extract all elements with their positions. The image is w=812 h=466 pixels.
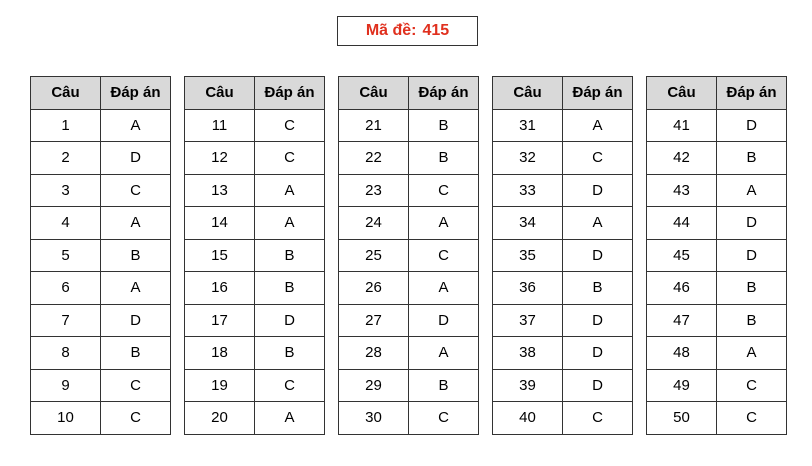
question-number: 50 — [647, 402, 717, 435]
answer-letter: C — [409, 402, 479, 435]
table-row — [647, 142, 787, 175]
question-number: 4 — [31, 207, 101, 240]
answer-letter: B — [255, 272, 325, 305]
answer-letter: A — [409, 207, 479, 240]
question-number: 40 — [493, 402, 563, 435]
question-number: 11 — [185, 109, 255, 142]
table-row — [185, 369, 325, 402]
table-row — [493, 239, 633, 272]
table-row — [31, 109, 171, 142]
question-number: 14 — [185, 207, 255, 240]
table-row — [339, 369, 479, 402]
table-row — [647, 174, 787, 207]
question-number: 9 — [31, 369, 101, 402]
question-header: Câu — [493, 77, 563, 110]
question-header: Câu — [31, 77, 101, 110]
table-row — [31, 402, 171, 435]
table-row — [31, 207, 171, 240]
table-row — [185, 239, 325, 272]
table-row — [185, 109, 325, 142]
question-header: Câu — [339, 77, 409, 110]
answer-letter: D — [101, 304, 171, 337]
table-row — [647, 272, 787, 305]
answer-letter: B — [563, 272, 633, 305]
answer-letter: C — [563, 142, 633, 175]
question-number: 12 — [185, 142, 255, 175]
answer-table — [184, 76, 325, 435]
table-row — [31, 142, 171, 175]
answer-letter: D — [563, 304, 633, 337]
answer-letter: B — [255, 239, 325, 272]
question-header: Câu — [185, 77, 255, 110]
question-number: 37 — [493, 304, 563, 337]
answer-letter: B — [255, 337, 325, 370]
question-number: 1 — [31, 109, 101, 142]
table-row — [185, 304, 325, 337]
answer-letter: B — [101, 239, 171, 272]
table-row — [31, 337, 171, 370]
question-number: 27 — [339, 304, 409, 337]
answer-letter: A — [101, 272, 171, 305]
table-row — [493, 402, 633, 435]
exam-code-value: 415 — [422, 22, 450, 39]
answer-letter: A — [409, 337, 479, 370]
question-number: 24 — [339, 207, 409, 240]
table-row — [339, 272, 479, 305]
header-row — [185, 77, 325, 110]
question-number: 29 — [339, 369, 409, 402]
table-row — [31, 174, 171, 207]
answer-letter: A — [255, 207, 325, 240]
answer-letter: D — [563, 369, 633, 402]
table-row — [31, 369, 171, 402]
question-number: 41 — [647, 109, 717, 142]
question-number: 43 — [647, 174, 717, 207]
table-row — [31, 304, 171, 337]
table-row — [647, 337, 787, 370]
question-number: 36 — [493, 272, 563, 305]
answer-header: Đáp án — [409, 77, 479, 110]
answer-letter: A — [563, 207, 633, 240]
question-number: 22 — [339, 142, 409, 175]
answer-letter: D — [409, 304, 479, 337]
question-number: 13 — [185, 174, 255, 207]
answer-letter: C — [255, 142, 325, 175]
question-number: 15 — [185, 239, 255, 272]
table-row — [339, 239, 479, 272]
answer-letter: D — [717, 207, 787, 240]
answer-header: Đáp án — [101, 77, 171, 110]
question-number: 3 — [31, 174, 101, 207]
question-number: 26 — [339, 272, 409, 305]
answer-letter: D — [255, 304, 325, 337]
table-row — [339, 304, 479, 337]
question-number: 47 — [647, 304, 717, 337]
question-number: 25 — [339, 239, 409, 272]
question-number: 42 — [647, 142, 717, 175]
question-number: 19 — [185, 369, 255, 402]
answer-letter: D — [563, 239, 633, 272]
question-number: 34 — [493, 207, 563, 240]
question-number: 48 — [647, 337, 717, 370]
answer-letter: A — [101, 109, 171, 142]
table-row — [31, 272, 171, 305]
answer-letter: A — [717, 174, 787, 207]
answer-letter: B — [717, 272, 787, 305]
answer-header: Đáp án — [255, 77, 325, 110]
header-row — [647, 77, 787, 110]
table-row — [185, 207, 325, 240]
question-number: 16 — [185, 272, 255, 305]
answer-letter: C — [101, 174, 171, 207]
table-row — [647, 239, 787, 272]
answer-letter: A — [255, 402, 325, 435]
table-row — [647, 304, 787, 337]
answer-header: Đáp án — [717, 77, 787, 110]
table-row — [185, 272, 325, 305]
question-number: 49 — [647, 369, 717, 402]
table-row — [493, 272, 633, 305]
table-row — [339, 207, 479, 240]
table-row — [185, 142, 325, 175]
table-row — [185, 337, 325, 370]
question-number: 10 — [31, 402, 101, 435]
table-row — [647, 369, 787, 402]
question-number: 5 — [31, 239, 101, 272]
table-row — [339, 402, 479, 435]
answer-letter: D — [717, 109, 787, 142]
answer-letter: B — [717, 142, 787, 175]
table-row — [647, 402, 787, 435]
question-number: 17 — [185, 304, 255, 337]
answer-tables — [30, 76, 782, 444]
question-number: 39 — [493, 369, 563, 402]
answer-letter: D — [563, 174, 633, 207]
question-number: 2 — [31, 142, 101, 175]
answer-letter: D — [717, 239, 787, 272]
answer-letter: A — [717, 337, 787, 370]
answer-letter: B — [409, 142, 479, 175]
header-row — [339, 77, 479, 110]
question-number: 32 — [493, 142, 563, 175]
question-number: 21 — [339, 109, 409, 142]
question-number: 31 — [493, 109, 563, 142]
table-row — [31, 239, 171, 272]
answer-letter: C — [563, 402, 633, 435]
question-header: Câu — [647, 77, 717, 110]
question-number: 18 — [185, 337, 255, 370]
answer-letter: B — [717, 304, 787, 337]
question-number: 45 — [647, 239, 717, 272]
table-row — [493, 142, 633, 175]
answer-letter: C — [409, 239, 479, 272]
answer-header: Đáp án — [563, 77, 633, 110]
answer-letter: B — [101, 337, 171, 370]
table-row — [647, 109, 787, 142]
question-number: 44 — [647, 207, 717, 240]
answer-table — [646, 76, 787, 435]
answer-letter: C — [255, 109, 325, 142]
table-row — [493, 109, 633, 142]
table-row — [339, 142, 479, 175]
table-row — [493, 369, 633, 402]
exam-code-box — [337, 16, 478, 46]
answer-letter: C — [101, 402, 171, 435]
answer-table — [492, 76, 633, 435]
answer-letter: A — [255, 174, 325, 207]
question-number: 7 — [31, 304, 101, 337]
answer-table — [338, 76, 479, 435]
question-number: 8 — [31, 337, 101, 370]
exam-code-label: Mã đề: — [365, 22, 417, 39]
answer-letter: C — [101, 369, 171, 402]
answer-letter: C — [717, 369, 787, 402]
answer-letter: A — [101, 207, 171, 240]
table-row — [647, 207, 787, 240]
answer-letter: A — [409, 272, 479, 305]
answer-letter: B — [409, 369, 479, 402]
question-number: 23 — [339, 174, 409, 207]
question-number: 38 — [493, 337, 563, 370]
header-row — [493, 77, 633, 110]
answer-letter: D — [101, 142, 171, 175]
question-number: 6 — [31, 272, 101, 305]
table-row — [339, 337, 479, 370]
answer-letter: C — [409, 174, 479, 207]
question-number: 35 — [493, 239, 563, 272]
question-number: 28 — [339, 337, 409, 370]
table-row — [493, 207, 633, 240]
answer-letter: C — [255, 369, 325, 402]
table-row — [493, 304, 633, 337]
answer-letter: A — [563, 109, 633, 142]
table-row — [339, 109, 479, 142]
answer-table — [30, 76, 171, 435]
answer-letter: D — [563, 337, 633, 370]
table-row — [493, 174, 633, 207]
question-number: 20 — [185, 402, 255, 435]
answer-letter: B — [409, 109, 479, 142]
table-row — [185, 174, 325, 207]
header-row — [31, 77, 171, 110]
question-number: 46 — [647, 272, 717, 305]
table-row — [493, 337, 633, 370]
answer-letter: C — [717, 402, 787, 435]
table-row — [185, 402, 325, 435]
question-number: 30 — [339, 402, 409, 435]
question-number: 33 — [493, 174, 563, 207]
table-row — [339, 174, 479, 207]
